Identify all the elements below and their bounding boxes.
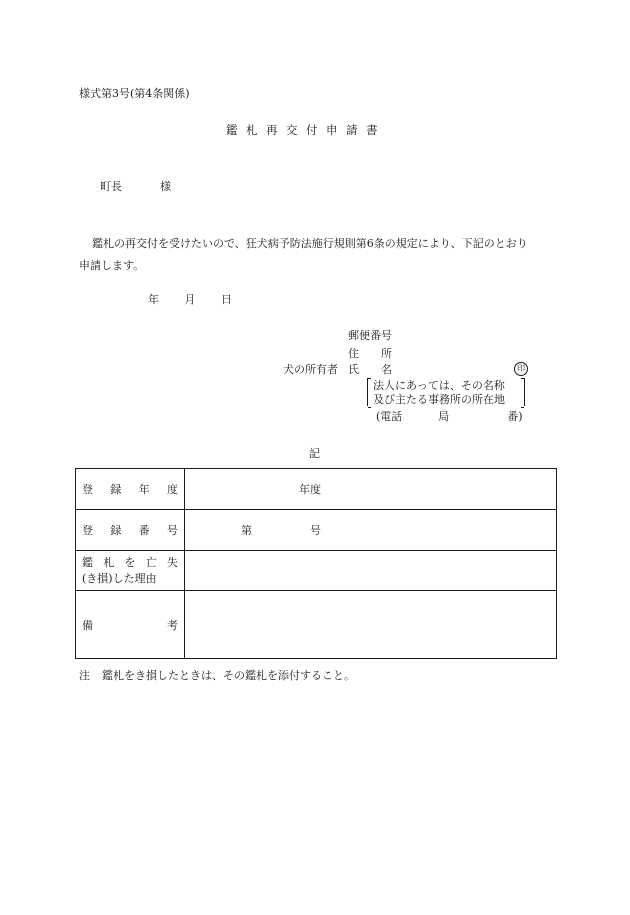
corporate-note-line2: 及び主たる事務所の所在地 (373, 393, 505, 406)
footnote-prefix: 注 (79, 669, 90, 682)
remarks-field[interactable] (185, 591, 557, 659)
phone-open: (電話 (376, 410, 403, 423)
reg-year-field[interactable] (185, 469, 557, 510)
phone-number: 番) (507, 410, 523, 423)
seal-mark: 印 (514, 362, 528, 376)
addressee (100, 181, 171, 192)
name-label: 氏 名 (348, 363, 392, 376)
table-row (76, 510, 557, 551)
ki-heading: 記 (309, 447, 320, 460)
reg-number-suffix: 号 (310, 524, 321, 537)
reg-year-value: 年度 (299, 483, 321, 496)
table-row (76, 551, 557, 591)
reg-number-label: 登 録 番 号 (76, 510, 185, 551)
reg-number-prefix: 第 (241, 524, 252, 537)
addressee-honorific: 様 (160, 180, 171, 193)
details-table (75, 468, 557, 659)
postal-code-label: 郵便番号 (348, 329, 392, 342)
loss-reason-field[interactable] (185, 551, 557, 591)
address-label: 住 所 (348, 347, 392, 360)
addressee-office: 町長 (100, 180, 122, 193)
reg-number-field[interactable] (185, 510, 557, 551)
table-row (76, 469, 557, 510)
phone-station: 局 (438, 410, 450, 423)
footnote-text: 鑑札をき損したときは、その鑑札を添付すること。 (102, 669, 355, 682)
body-text-line1: 鑑札の再交付を受けたいので、狂犬病予防法施行規則第6条の規定により、下記のとおり (92, 237, 528, 250)
loss-reason-label: 鑑 札 を 亡 失 (き損)した理由 (76, 551, 185, 591)
form-number: 様式第3号(第4条関係) (79, 87, 190, 100)
corporate-note-line1: 法人にあっては、その名称 (373, 379, 505, 392)
phone-line (376, 411, 523, 422)
owner-label: 犬の所有者 (283, 363, 338, 376)
table-row (76, 591, 557, 659)
body-text-line2: 申請します。 (79, 259, 145, 272)
date-line: 年 月 日 (148, 293, 232, 306)
remarks-label: 備 考 (76, 591, 185, 659)
form-title: 鑑札再交付申請書 (226, 123, 386, 137)
reg-year-label: 登 録 年 度 (76, 469, 185, 510)
footnote (79, 670, 355, 681)
